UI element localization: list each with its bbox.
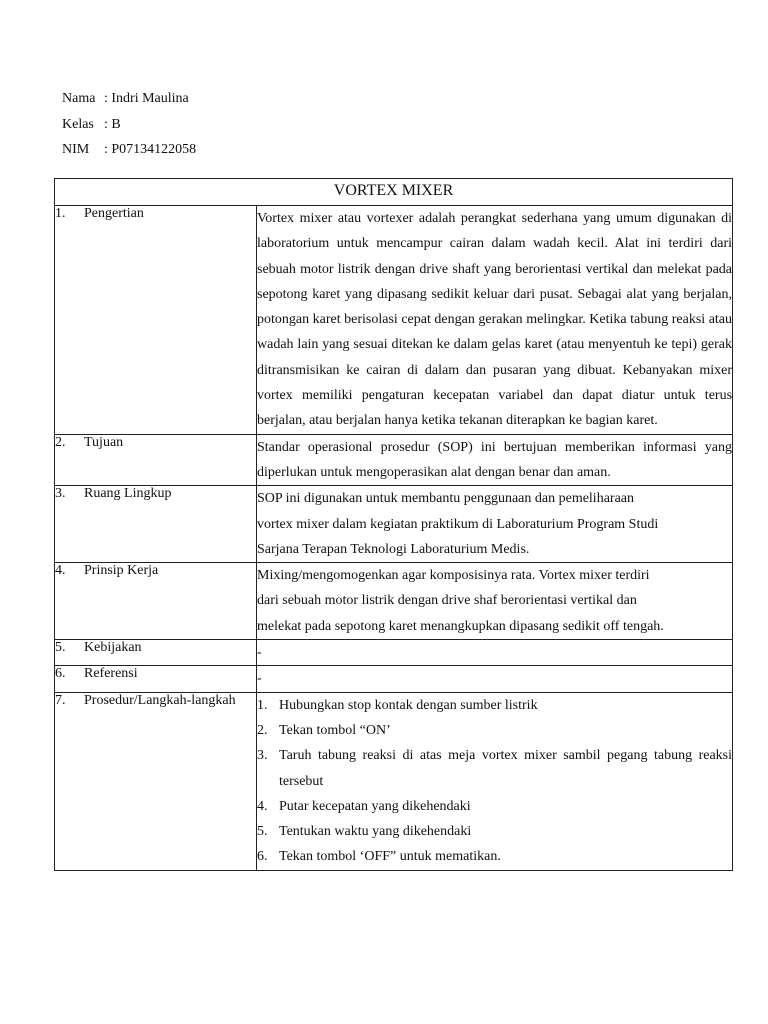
step-number: 4. [257, 798, 268, 814]
row-number: 2. [55, 434, 66, 450]
row-label: Prinsip Kerja [84, 563, 159, 579]
row-label-cell [55, 692, 257, 870]
step-text: Tekan tombol ‘OFF” untuk mematikan. [279, 849, 501, 865]
row-label-cell [55, 434, 257, 486]
prosedur-content [257, 692, 733, 870]
table-row [55, 486, 733, 563]
table-title: VORTEX MIXER [55, 179, 733, 206]
class-value: : B [104, 116, 121, 132]
content-line: dari sebuah motor listrik dengan drive shaf berorientasi vertikal dan [257, 593, 637, 609]
content-line: Sarjana Terapan Teknologi Laboraturium Medis. [257, 541, 530, 557]
row-label-cell [55, 640, 257, 666]
row-label: Prosedur/Langkah-langkah [84, 692, 236, 708]
step-number: 6. [257, 849, 268, 865]
class-label: Kelas [62, 116, 94, 132]
step-number: 1. [257, 697, 268, 713]
nim-row [62, 137, 196, 163]
step-text: Taruh tabung reaksi di atas meja vortex mixer sambil pegang tabung reaksi tersebut [279, 748, 733, 789]
content-line: SOP ini digunakan untuk membantu penggunaan dan pemeliharaan [257, 491, 635, 507]
row-label: Ruang Lingkup [84, 486, 172, 502]
referensi-content: - [257, 666, 733, 692]
nim-value: : P07134122058 [104, 142, 197, 157]
table-title-row [55, 179, 733, 206]
pengertian-content: Vortex mixer atau vortexer adalah perangkat sederhana yang umum digunakan di laboratorium untuk mencampur cairan dalam wadah kecil. Alat ini terdiri dari sebuah motor listrik dengan drive shaft yang berorientasi vertikal dan melekat pada sepotong karet yang dipasang sedikit keluar dari pusat. Sebagai alat yang berjalan, potongan karet berisolasi cepat dengan gerakan melingkar. Ketika tabung reaksi atau wadah lain yang sesuai ditekan ke dalam gelas karet (atau menyentuh ke tepi) gerak ditransmisikan ke cairan di dalam dan pusaran yang dibuat. Kebanyakan mixer vortex memiliki pengaturan kecepatan variabel dan dapat diatur untuk terus berjalan, atau berjalan hanya ketika tekanan diterapkan ke bagian karet. [257, 206, 733, 435]
step-number: 5. [257, 824, 268, 840]
ruang-lingkup-content [257, 486, 733, 563]
row-label: Pengertian [84, 206, 144, 221]
row-number: 1. [55, 206, 66, 221]
table-row [55, 434, 733, 486]
name-row [62, 86, 196, 112]
table-row [55, 666, 733, 692]
step-text: Putar kecepatan yang dikehendaki [279, 798, 471, 814]
row-label-cell [55, 666, 257, 692]
kebijakan-content: - [257, 640, 733, 666]
row-label: Referensi [84, 666, 138, 682]
list-item [257, 844, 732, 869]
table-row [55, 692, 733, 870]
prinsip-kerja-content [257, 563, 733, 640]
sop-table [54, 178, 733, 871]
step-text: Hubungkan stop kontak dengan sumber listrik [279, 697, 538, 713]
nim-label: NIM [62, 142, 90, 157]
row-label-cell [55, 206, 257, 435]
list-item [257, 819, 732, 844]
content-line: Mixing/mengomogenkan agar komposisinya rata. Vortex mixer terdiri [257, 568, 650, 584]
row-number: 6. [55, 666, 66, 682]
student-info [62, 86, 196, 163]
row-number: 7. [55, 692, 66, 708]
name-label: Nama [62, 91, 96, 106]
class-row [62, 112, 196, 138]
row-label-cell [55, 563, 257, 640]
row-number: 3. [55, 486, 66, 502]
row-label-cell [55, 486, 257, 563]
step-text: Tentukan waktu yang dikehendaki [279, 824, 472, 840]
step-number: 3. [257, 748, 268, 764]
content-line: melekat pada sepotong karet menangkupkan dipasang sedikit off tengah. [257, 618, 664, 634]
table-row [55, 563, 733, 640]
step-text: Tekan tombol “ON’ [279, 722, 391, 738]
table-row [55, 640, 733, 666]
row-number: 5. [55, 640, 66, 656]
name-value: : Indri Maulina [104, 91, 189, 106]
row-label: Tujuan [84, 434, 124, 450]
list-item [257, 693, 732, 718]
row-number: 4. [55, 563, 66, 579]
list-item [257, 794, 732, 819]
content-line: vortex mixer dalam kegiatan praktikum di Laboraturium Program Studi [257, 516, 659, 532]
list-item [257, 743, 732, 794]
table-row [55, 206, 733, 435]
row-label: Kebijakan [84, 640, 142, 656]
tujuan-content: Standar operasional prosedur (SOP) ini bertujuan memberikan informasi yang diperlukan untuk mengoperasikan alat dengan benar dan aman. [257, 434, 733, 486]
list-item [257, 718, 732, 743]
procedure-steps [257, 693, 732, 870]
step-number: 2. [257, 722, 268, 738]
